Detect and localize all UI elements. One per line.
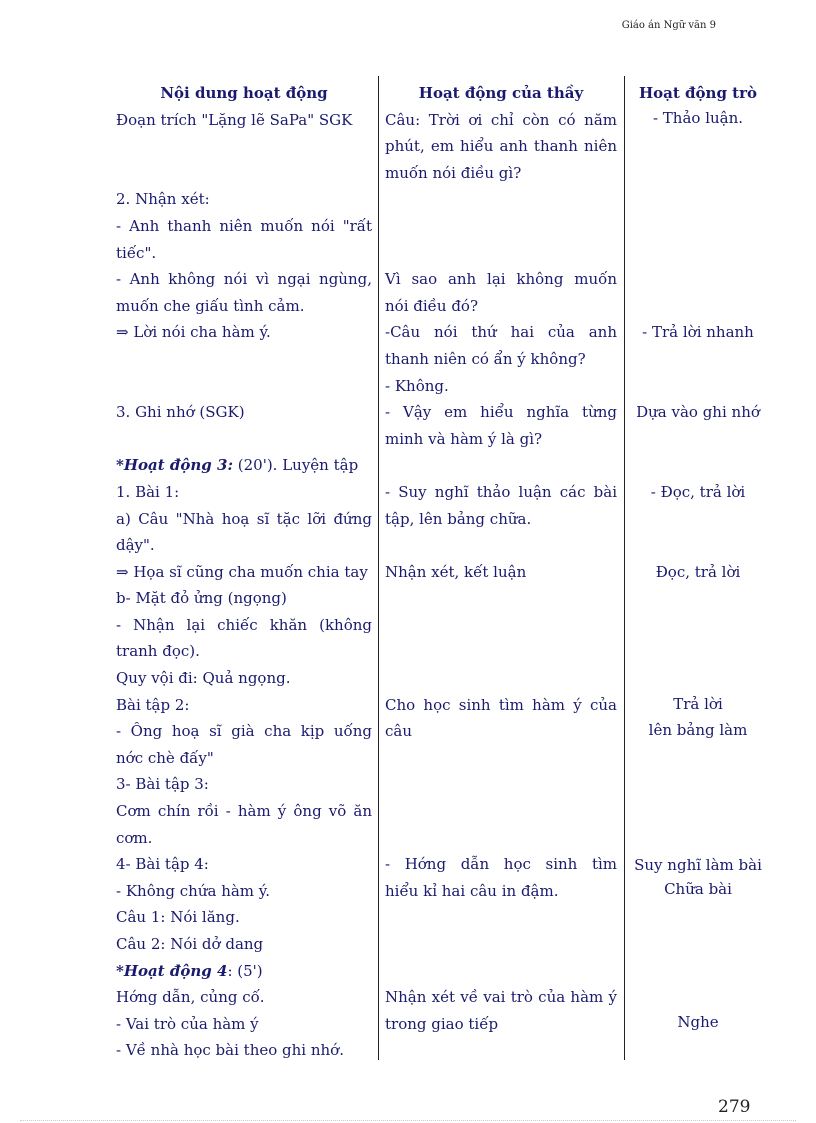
content-line: - Ông hoạ sĩ già cha kịp uống	[116, 722, 372, 741]
column-header-student: Hoạt động trò	[639, 84, 757, 102]
content-line: Đoạn trích "Lặng lẽ SaPa" SGK	[116, 110, 353, 129]
student-line: Nghe	[677, 1013, 719, 1031]
student-line: - Đọc, trả lời	[650, 483, 746, 501]
teacher-line: nói điều đó?	[385, 296, 478, 315]
content-line: tranh đọc).	[116, 642, 200, 661]
content-line: - Không chứa hàm ý.	[116, 881, 271, 900]
column-header-teacher: Hoạt động của thầy	[418, 84, 584, 102]
activity-4-heading: *Hoạt động 4: (5')	[116, 961, 263, 980]
content-line: nớc chè đấy"	[116, 748, 214, 767]
teacher-line: tập, lên bảng chữa.	[385, 509, 532, 528]
content-line: Câu 2: Nói dở dang	[116, 935, 264, 953]
content-line: ⇒ Lời nói cha hàm ý.	[116, 323, 271, 342]
student-line: lên bảng làm	[648, 721, 748, 739]
teacher-line: -Câu nói thứ hai của anh	[385, 323, 617, 342]
student-line: Đọc, trả lời	[655, 563, 741, 581]
teacher-line: minh và hàm ý là gì?	[385, 429, 543, 448]
content-line: 1. Bài 1:	[116, 482, 180, 501]
teacher-line: Nhận xét, kết luận	[385, 562, 527, 581]
column-teacher	[385, 80, 617, 1037]
teacher-line: trong giao tiếp	[385, 1014, 499, 1033]
column-divider-2	[624, 76, 625, 1060]
page-number: 279	[718, 1097, 751, 1117]
content-line: cơm.	[116, 828, 153, 847]
teacher-line: phút, em hiểu anh thanh niên	[385, 137, 617, 156]
teacher-line: muốn nói điều gì?	[385, 163, 522, 182]
content-line: 2. Nhận xét:	[116, 190, 210, 209]
student-line: - Thảo luận.	[652, 109, 744, 127]
content-line: 3- Bài tập 3:	[116, 775, 209, 794]
footer-dotted-line	[20, 1120, 796, 1121]
teacher-line: - Suy nghĩ thảo luận các bài	[385, 482, 617, 501]
student-line: Suy nghĩ làm bài	[634, 856, 762, 874]
teacher-line: thanh niên có ẩn ý không?	[385, 349, 586, 368]
teacher-line: - Hớng dẫn học sinh tìm	[385, 855, 617, 874]
content-line: 4- Bài tập 4:	[116, 855, 209, 874]
student-line: Trả lời	[673, 695, 723, 713]
content-line: a) Câu "Nhà hoạ sĩ tặc lỡi đứng	[116, 509, 372, 528]
student-line: Dựa vào ghi nhớ	[636, 403, 760, 421]
teacher-line: Vì sao anh lại không muốn	[385, 270, 617, 289]
page-header: Giáo án Ngữ văn 9	[621, 20, 716, 31]
content-line: - Vai trò của hàm ý	[116, 1014, 259, 1033]
teacher-line: hiểu kỉ hai câu in đậm.	[385, 881, 559, 900]
content-line: - Về nhà học bài theo ghi nhớ.	[116, 1041, 344, 1060]
content-line: Quy vội đi: Quả ngọng.	[116, 669, 291, 688]
teacher-line: - Vậy em hiểu nghĩa từng	[385, 403, 617, 422]
content-line: Câu 1: Nói lăng.	[116, 908, 240, 927]
content-line: dậy".	[116, 536, 155, 555]
content-line: Cơm chín rồi - hàm ý ông võ ăn	[116, 802, 372, 821]
teacher-line: - Không.	[385, 376, 449, 395]
activity-3-heading: *Hoạt động 3: (20'). Luyện tập	[116, 456, 359, 475]
content-line: - Anh không nói vì ngại ngùng,	[116, 270, 372, 289]
content-line: ⇒ Họa sĩ cũng cha muốn chia tay	[116, 562, 368, 581]
teacher-line: Câu: Trời ơi chỉ còn có năm	[385, 110, 617, 129]
content-line: 3. Ghi nhớ (SGK)	[116, 403, 245, 422]
student-line: - Trả lời nhanh	[642, 323, 754, 341]
content-line: muốn che giấu tình cảm.	[116, 296, 305, 315]
column-header-content: Nội dung hoạt động	[160, 84, 328, 102]
column-divider-1	[378, 76, 379, 1060]
teacher-line: Nhận xét về vai trò của hàm ý	[385, 988, 617, 1007]
content-line: Hớng dẫn, củng cố.	[116, 988, 265, 1007]
content-line: Bài tập 2:	[116, 695, 190, 714]
content-line: - Anh thanh niên muốn nói "rất	[116, 216, 372, 235]
student-line: Chữa bài	[664, 880, 732, 898]
content-line: b- Mặt đỏ ửng (ngọng)	[116, 589, 287, 608]
teacher-line: Cho học sinh tìm hàm ý của	[385, 695, 617, 714]
teacher-line: câu	[385, 722, 413, 741]
content-line: - Nhận lại chiếc khăn (không	[116, 615, 372, 634]
content-line: tiếc".	[116, 243, 157, 262]
column-content	[116, 80, 372, 1064]
column-student	[630, 80, 766, 107]
